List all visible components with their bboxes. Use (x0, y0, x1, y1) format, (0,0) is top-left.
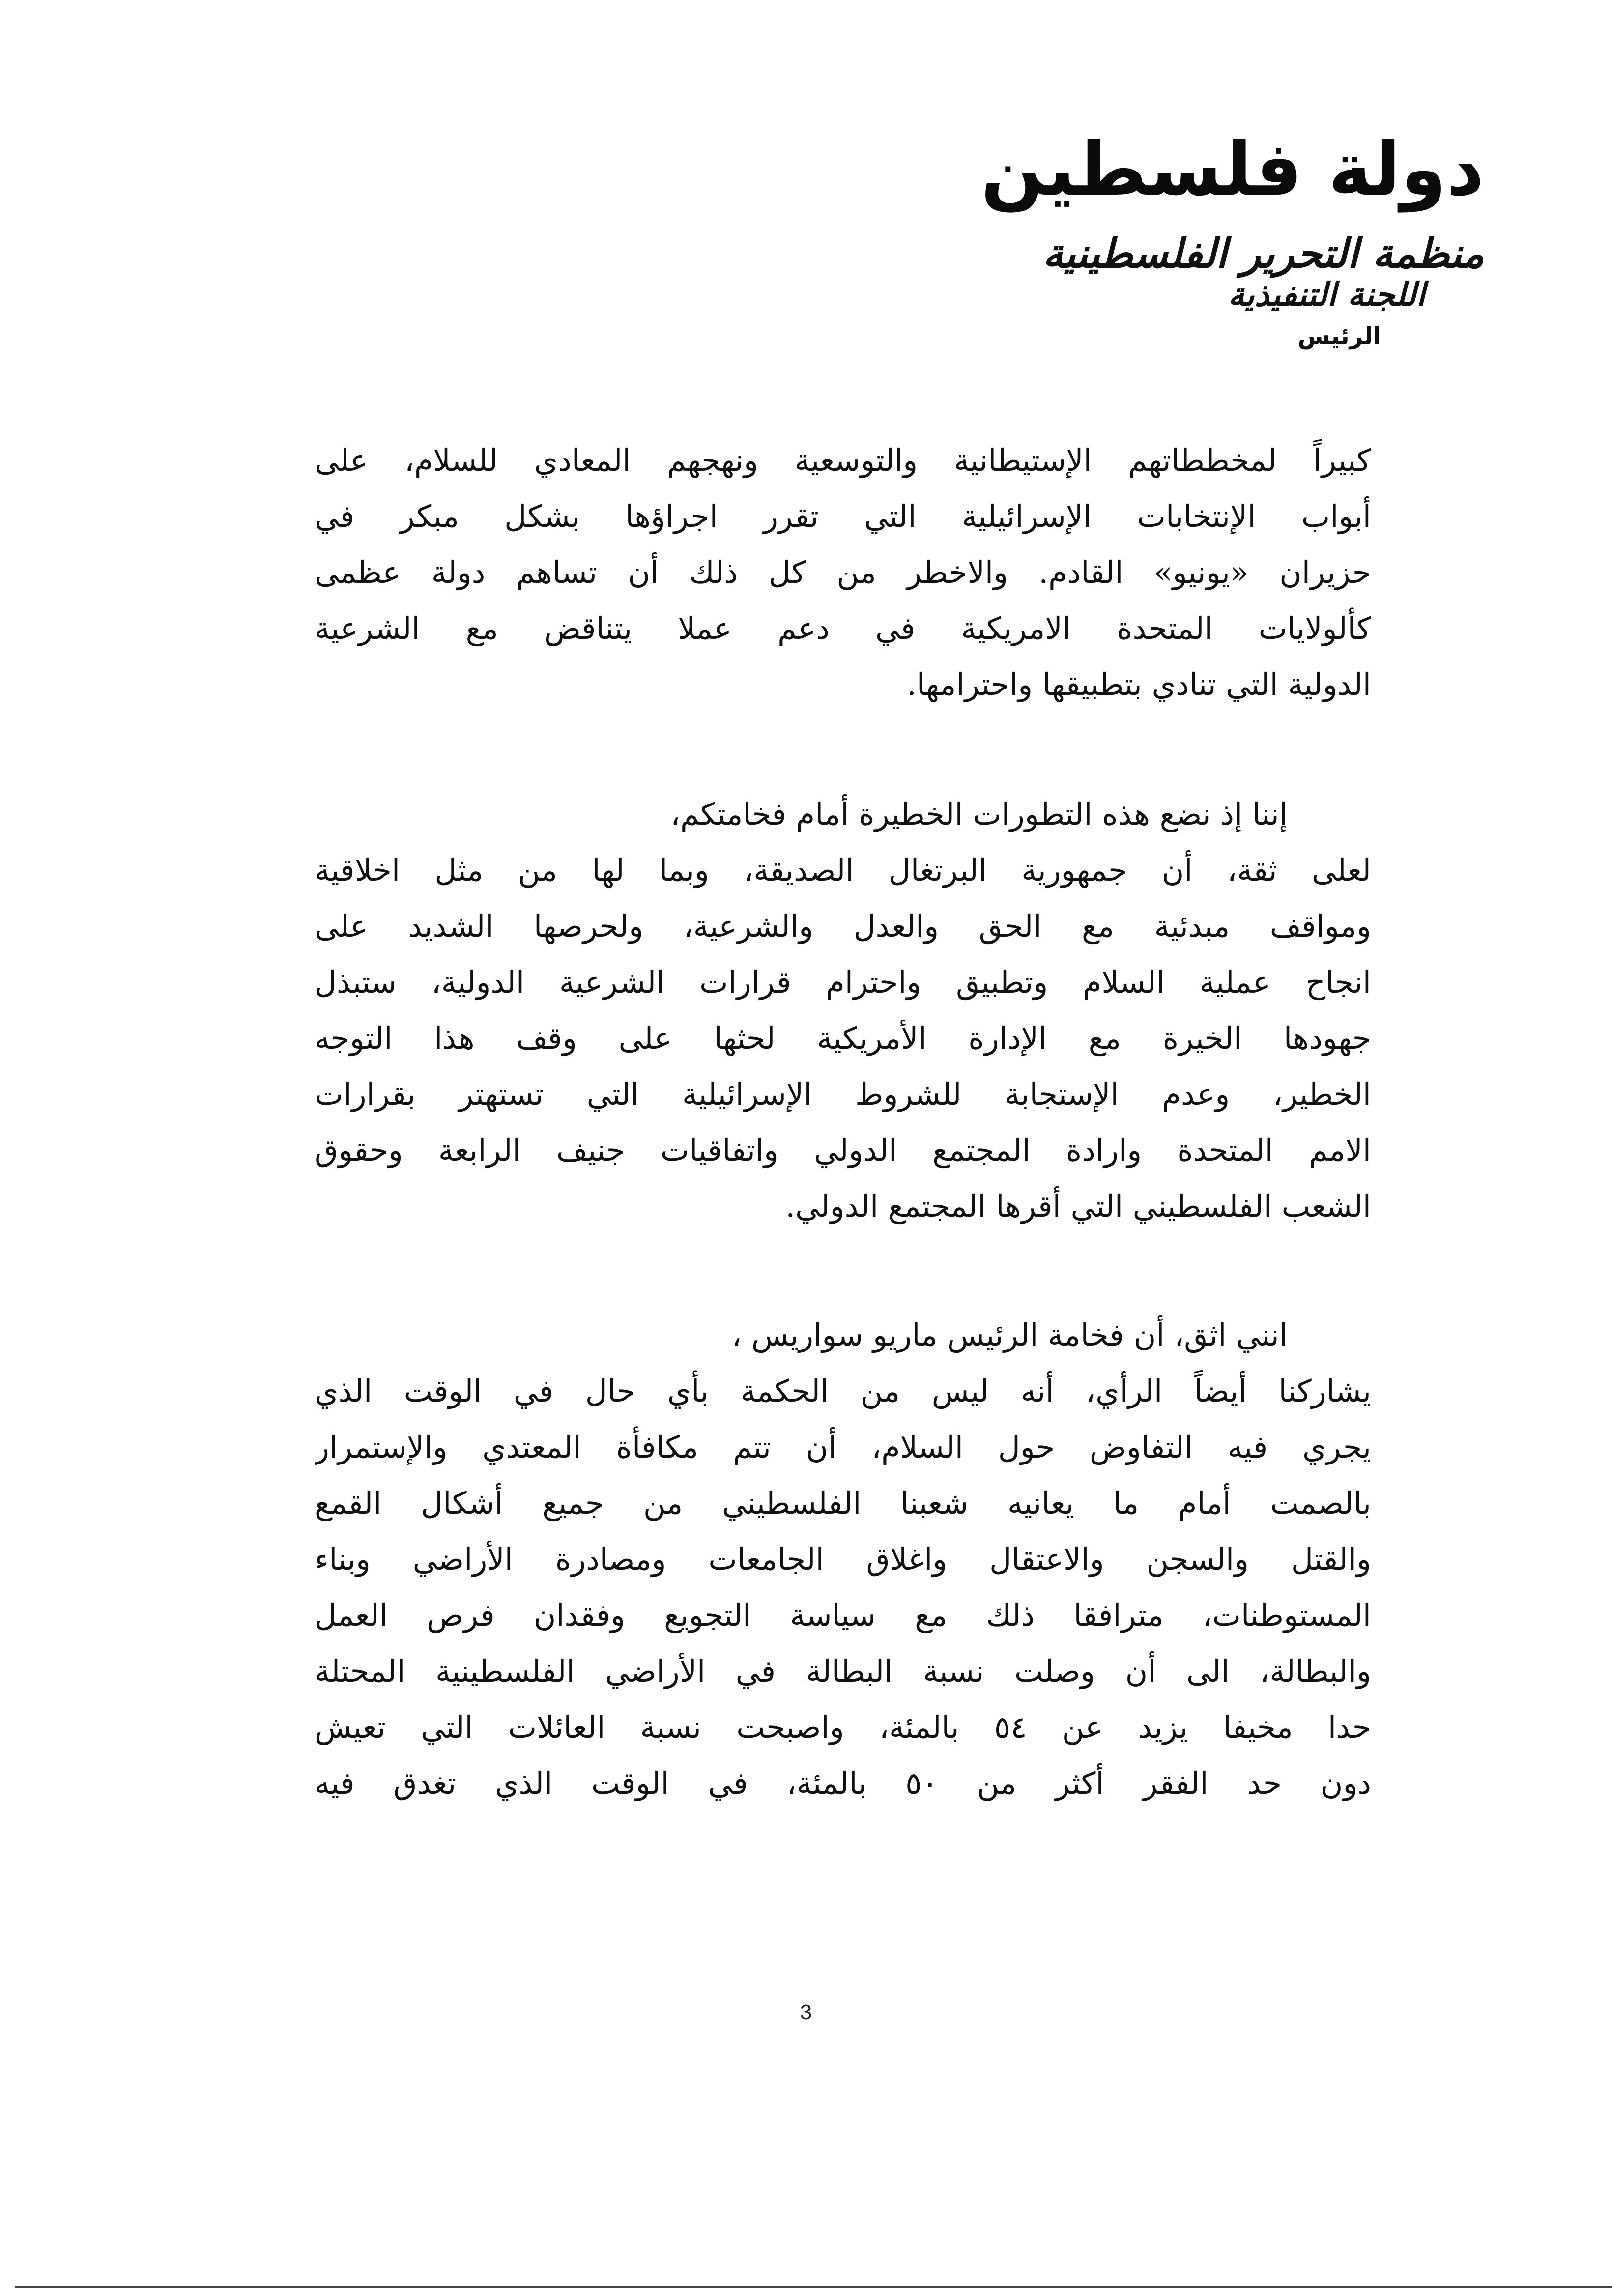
text-line: المستوطنات، مترافقا ذلك مع سياسة التجويع وفقدان فرص العمل (315, 1597, 1371, 1633)
text-line: إننا إذ نضع هذه التطورات الخطيرة أمام فخامتكم، (670, 796, 1288, 832)
letterhead (919, 127, 1484, 350)
text-line: دون حد الفقر أكثر من ٥٠ بالمئة، في الوقت الذي تغدق فيه (315, 1765, 1371, 1801)
text-line: جهودها الخيرة مع الإدارة الأمريكية لحثها على وقف هذا التوجه (315, 1020, 1371, 1056)
text-line: ومواقف مبدئية مع الحق والعدل والشرعية، ولحرصها الشديد على (315, 908, 1371, 944)
text-line: لعلى ثقة، أن جمهورية البرتغال الصديقة، وبما لها من مثل اخلاقية (315, 852, 1371, 888)
text-line: الشعب الفلسطيني التي أقرها المجتمع الدولي. (785, 1188, 1371, 1224)
text-line: يجري فيه التفاوض حول السلام، أن تتم مكافأة المعتدي والإستمرار (315, 1429, 1371, 1465)
letterhead-president: الرئيس (1297, 322, 1381, 350)
letterhead-state-name: دولة فلسطين (980, 127, 1484, 212)
letterhead-organization: منظمة التحرير الفلسطينية (1042, 230, 1484, 277)
text-line: الامم المتحدة وارادة المجتمع الدولي واتفاقيات جنيف الرابعة وحقوق (315, 1132, 1371, 1168)
paragraph-2 (315, 786, 1371, 1234)
text-line: والبطالة، الى أن وصلت نسبة البطالة في الأراضي الفلسطينية المحتلة (315, 1653, 1371, 1689)
text-line: حزيران «يونيو» القادم. والاخطر من كل ذلك أن تساهم دولة عظمى (315, 554, 1371, 590)
text-line: والقتل والسجن والاعتقال واغلاق الجامعات ومصادرة الأراضي وبناء (315, 1541, 1371, 1577)
page-number: 3 (800, 2000, 812, 2024)
text-line: الخطير، وعدم الإستجابة للشروط الإسرائيلية التي تستهتر بقرارات (315, 1076, 1371, 1112)
paragraph-1 (315, 432, 1371, 713)
text-line: حدا مخيفا يزيد عن ٥٤ بالمئة، واصبحت نسبة العائلات التي تعيش (315, 1709, 1371, 1745)
text-line: كألولايات المتحدة الامريكية في دعم عملا يتناقض مع الشرعية (315, 610, 1371, 646)
letterhead-committee: اللجنة التنفيذية (1228, 275, 1425, 314)
text-line: انني اثق، أن فخامة الرئيس ماريو سواريس ، (732, 1317, 1288, 1353)
text-line: كبيراً لمخططاتهم الإستيطانية والتوسعية ونهجهم المعادي للسلام، على (315, 442, 1371, 478)
text-line: انجاح عملية السلام وتطبيق واحترام قرارات الشرعية الدولية، ستبذل (315, 964, 1371, 1000)
text-line: يشاركنا أيضاً الرأي، أنه ليس من الحكمة بأي حال في الوقت الذي (315, 1373, 1371, 1409)
paragraph-3 (315, 1307, 1371, 1811)
text-line: الدولية التي تنادي بتطبيقها واحترامها. (907, 666, 1371, 702)
scan-edge-line (15, 2286, 1612, 2288)
text-line: أبواب الإنتخابات الإسرائيلية التي تقرر اجراؤها بشكل مبكر في (315, 498, 1371, 534)
text-line: بالصمت أمام ما يعانيه شعبنا الفلسطيني من جميع أشكال القمع (315, 1485, 1371, 1521)
